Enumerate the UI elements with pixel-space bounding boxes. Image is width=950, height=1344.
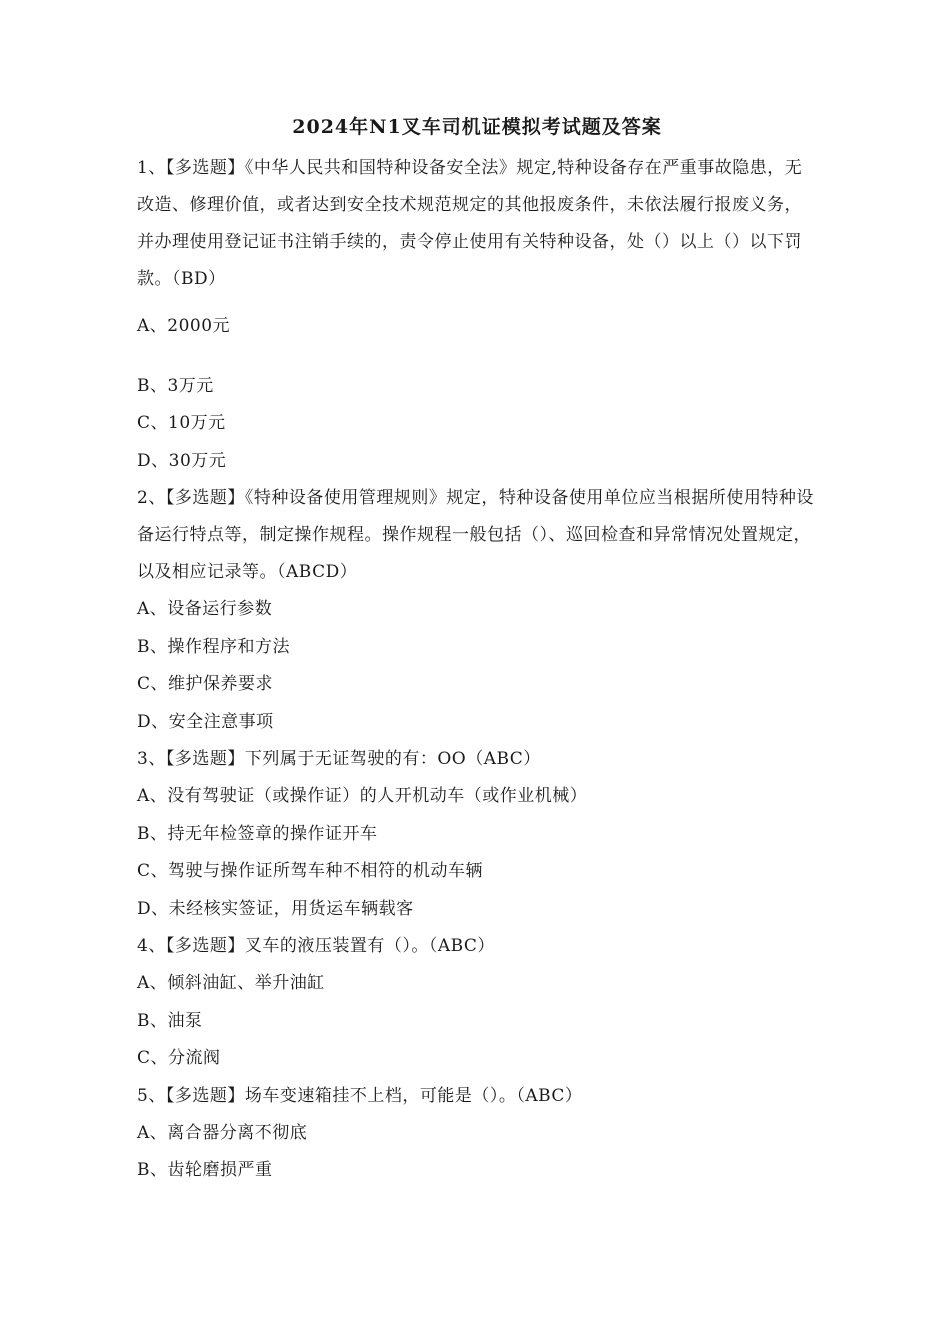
option-b: B、油泵 xyxy=(137,1010,203,1031)
option-c: C、驾驶与操作证所驾车种不相符的机动车辆 xyxy=(137,861,484,881)
question-4 xyxy=(137,928,817,1078)
option-a: A、2000元 xyxy=(137,316,231,336)
option-b: B、操作程序和方法 xyxy=(137,636,290,657)
option-a: A、没有驾驶证（或操作证）的人开机动车（或作业机械） xyxy=(137,786,588,806)
option-c: C、10万元 xyxy=(137,413,226,433)
option-b: B、3万元 xyxy=(137,375,214,396)
question-stem: 5、【多选题】场车变速箱挂不上档，可能是（）。（ABC） xyxy=(137,1085,583,1106)
option-c: C、维护保养要求 xyxy=(137,674,274,694)
option-d: D、未经核实签证，用货运车辆载客 xyxy=(137,898,414,919)
option-b: B、持无年检签章的操作证开车 xyxy=(137,823,378,844)
question-stem: 3、【多选题】下列属于无证驾驶的有：OO（ABC） xyxy=(137,749,541,769)
option-d: D、安全注意事项 xyxy=(137,711,274,732)
question-stem: 1、【多选题】《中华人民共和国特种设备安全法》规定,特种设备存在严重事故隐患，无改造、修理价值，或者达到安全技术规范规定的其他报废条件，未依法履行报废义务，并办理使用登记证书注销手续的，责令停止使用有关特种设备，处（）以上（）以下罚款。（BD） xyxy=(137,158,803,289)
document-page xyxy=(137,108,817,1190)
option-b: B、齿轮磨损严重 xyxy=(137,1160,273,1180)
question-3 xyxy=(137,741,817,928)
option-d: D、30万元 xyxy=(137,450,227,471)
option-a: A、设备运行参数 xyxy=(137,599,273,619)
page-title: 2024年N1叉车司机证模拟考试题及答案 xyxy=(292,116,662,138)
option-a: A、倾斜油缸、举升油缸 xyxy=(137,973,325,993)
question-stem: 2、【多选题】《特种设备使用管理规则》规定，特种设备使用单位应当根据所使用特种设备运行特点等，制定操作规程。操作规程一般包括（）、巡回检查和异常情况处置规定，以及相应记录等。（ABCD） xyxy=(137,488,814,582)
question-stem: 4、【多选题】叉车的液压装置有（）。（ABC） xyxy=(137,936,495,956)
option-a: A、离合器分离不彻底 xyxy=(137,1122,308,1143)
question-2 xyxy=(137,480,817,741)
question-1 xyxy=(137,150,817,480)
question-5 xyxy=(137,1078,817,1190)
option-c: C、分流阀 xyxy=(137,1048,221,1068)
